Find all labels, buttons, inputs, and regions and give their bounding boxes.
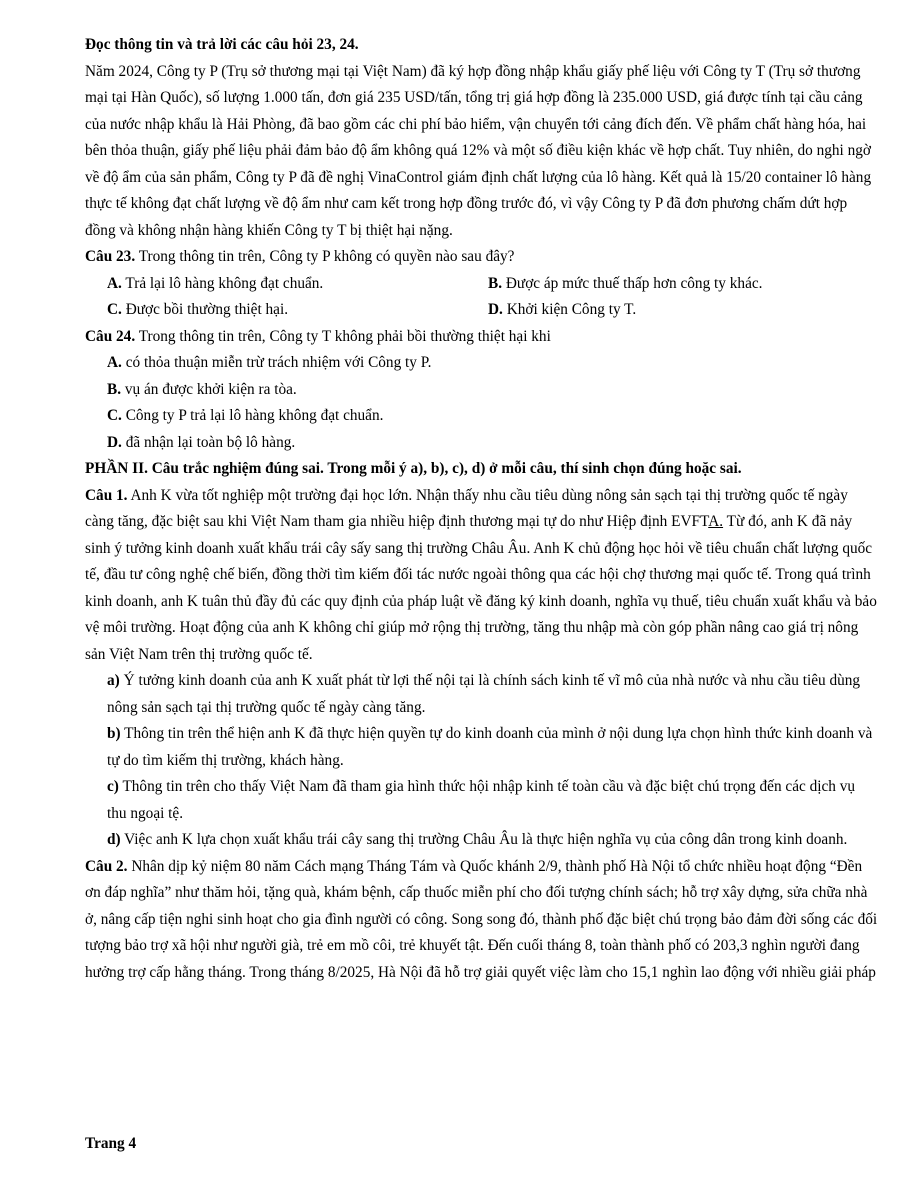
statement-c [85, 774, 878, 827]
part-2-question-2-label: Câu 2. [85, 857, 128, 875]
question-23-options-row-1 [85, 271, 878, 298]
intro-heading: Đọc thông tin và trả lời các câu hỏi 23, 24. [85, 36, 359, 53]
underlined-text: A. [708, 513, 724, 530]
part-2-heading: PHẦN II. Câu trắc nghiệm đúng sai. Trong mỗi ý a), b), c), d) ở mỗi câu, thí sinh chọn đúng hoặc sai. [85, 460, 742, 477]
option-key: D. [488, 301, 503, 318]
option-key: D. [107, 433, 122, 451]
question-24-label: Câu 24. [85, 327, 136, 345]
statement-b [85, 721, 878, 774]
question-text-continued: Từ đó, anh K đã nảy sinh ý tưởng kinh doanh xuất khẩu trái cây sấy sang thị trường Châu Âu. Anh K chủ động học hỏi về tiêu chuẩn chất lượng quốc tế, đầu tư công nghệ chế biến, đồng thời tìm kiếm đối tác nước ngoài thông qua các hội chợ thương mại quốc tế. Trong quá trình kinh doanh, anh K tuân thủ đầy đủ các quy định của pháp luật về đăng ký kinh doanh, nghĩa vụ thuế, tiêu chuẩn xuất khẩu và bảo vệ môi trường. Hoạt động của anh K không chỉ giúp mở rộng thị trường, tăng thu nhập mà còn góp phần nâng cao giá trị nông sản Việt Nam trên thị trường quốc tế. [85, 513, 877, 663]
question-23-label: Câu 23. [85, 248, 136, 265]
option-text: đã nhận lại toàn bộ lô hàng. [121, 433, 296, 451]
option-key: C. [107, 407, 122, 424]
statement-text: Việc anh K lựa chọn xuất khẩu trái cây sang thị trường Châu Âu là thực hiện nghĩa vụ của công dân trong kinh doanh. [120, 831, 848, 848]
option-24-d [85, 430, 878, 457]
part-2-question-2 [85, 854, 878, 987]
option-key: C. [107, 301, 122, 318]
option-text: Công ty P trả lại lô hàng không đạt chuẩn. [121, 407, 384, 424]
statement-key: c) [107, 778, 119, 795]
option-text: Khởi kiện Công ty T. [502, 301, 637, 318]
question-24 [85, 324, 878, 351]
part-2-question-1-label: Câu 1. [85, 486, 128, 504]
statement-a [85, 668, 878, 721]
option-24-b [85, 377, 878, 404]
option-text: vụ án được khởi kiện ra tòa. [121, 380, 297, 398]
option-24-c [85, 403, 878, 430]
option-text: Được áp mức thuế thấp hơn công ty khác. [502, 274, 763, 292]
option-24-a [85, 350, 878, 377]
option-23-b [488, 271, 762, 298]
statement-text: Thông tin trên thể hiện anh K đã thực hiện quyền tự do kinh doanh của mình ở nội dung lựa chọn hình thức kinh doanh và tự do tìm kiếm thị trường, khách hàng. [107, 725, 873, 769]
option-text: Trả lại lô hàng không đạt chuẩn. [121, 274, 324, 292]
option-text: có thỏa thuận miễn trừ trách nhiệm với Công ty P. [121, 354, 432, 371]
question-23-options-row-2 [85, 297, 878, 324]
question-text: Nhân dịp kỷ niệm 80 năm Cách mạng Tháng Tám và Quốc khánh 2/9, thành phố Hà Nội tổ chức nhiều hoạt động “Đền ơn đáp nghĩa” như thăm hỏi, tặng quà, khám bệnh, cấp thuốc miễn phí cho đối tượng chính sách; hỗ trợ xây dựng, sửa chữa nhà ở, nâng cấp tiện nghi sinh hoạt cho gia đình người có công. Song song đó, thành phố đặc biệt chú trọng bảo đảm đời sống các đối tượng bảo trợ xã hội như người già, trẻ em mồ côi, trẻ khuyết tật. Đến cuối tháng 8, toàn thành phố có 203,3 nghìn người đang hưởng trợ cấp hằng tháng. Trong tháng 8/2025, Hà Nội đã hỗ trợ giải quyết việc làm cho 15,1 nghìn lao động với nhiều giải pháp [85, 857, 878, 981]
statement-d [85, 827, 878, 854]
intro-paragraph: Năm 2024, Công ty P (Trụ sở thương mại tại Việt Nam) đã ký hợp đồng nhập khẩu giấy phế liệu với Công ty T (Trụ sở thương mại tại Hàn Quốc), số lượng 1.000 tấn, đơn giá 235 USD/tấn, tổng trị giá hợp đồng là 235.000 USD, giá được tính tại cầu cảng của nước nhập khẩu là Hải Phòng, đã bao gồm các chi phí bảo hiểm, vận chuyển tới cảng đích đến. Về phẩm chất hàng hóa, hai bên thỏa thuận, giấy phế liệu phải đảm bảo độ ẩm không quá 12% và một số điều kiện khác về hợp chất. Tuy nhiên, do nghi ngờ về độ ẩm của sản phẩm, Công ty P đã đề nghị VinaControl giám định chất lượng của lô hàng. Kết quả là 15/20 container lô hàng thực tế không đạt chất lượng về độ ẩm như cam kết trong hợp đồng trước đó, vì vậy Công ty P đã đơn phương chấm dứt hợp đồng và không nhận hàng khiến Công ty T bị thiệt hại nặng. [85, 62, 872, 239]
option-23-a [107, 271, 488, 298]
question-24-text: Trong thông tin trên, Công ty T không phải bồi thường thiệt hại khi [135, 327, 551, 345]
option-key: B. [488, 274, 503, 292]
option-key: A. [107, 274, 122, 292]
statement-key: a) [107, 672, 120, 689]
question-text: Anh K vừa tốt nghiệp một trường đại học lớn. Nhận thấy nhu cầu tiêu dùng nông sản sạch tại thị trường quốc tế ngày càng tăng, đặc biệt sau khi Việt Nam tham gia nhiều hiệp định thương mại tự do như Hiệp định EVFT [85, 486, 848, 530]
option-23-c [107, 297, 488, 324]
option-key: B. [107, 380, 122, 398]
part-2-question-1 [85, 483, 878, 669]
statement-key: b) [107, 725, 121, 742]
option-text: Được bồi thường thiệt hại. [121, 301, 289, 318]
question-23-text: Trong thông tin trên, Công ty P không có quyền nào sau đây? [135, 248, 515, 265]
option-key: A. [107, 354, 122, 371]
option-23-d [488, 297, 636, 324]
statement-text: Thông tin trên cho thấy Việt Nam đã tham gia hình thức hội nhập kinh tế toàn cầu và đặc biệt chú trọng đến các dịch vụ thu ngoại tệ. [107, 778, 856, 822]
question-23 [85, 244, 878, 271]
statement-text: Ý tưởng kinh doanh của anh K xuất phát từ lợi thế nội tại là chính sách kinh tế vĩ mô của nhà nước và nhu cầu tiêu dùng nông sản sạch tại thị trường quốc tế ngày càng tăng. [107, 672, 861, 716]
statement-key: d) [107, 831, 121, 848]
page-number: Trang 4 [85, 1135, 137, 1152]
